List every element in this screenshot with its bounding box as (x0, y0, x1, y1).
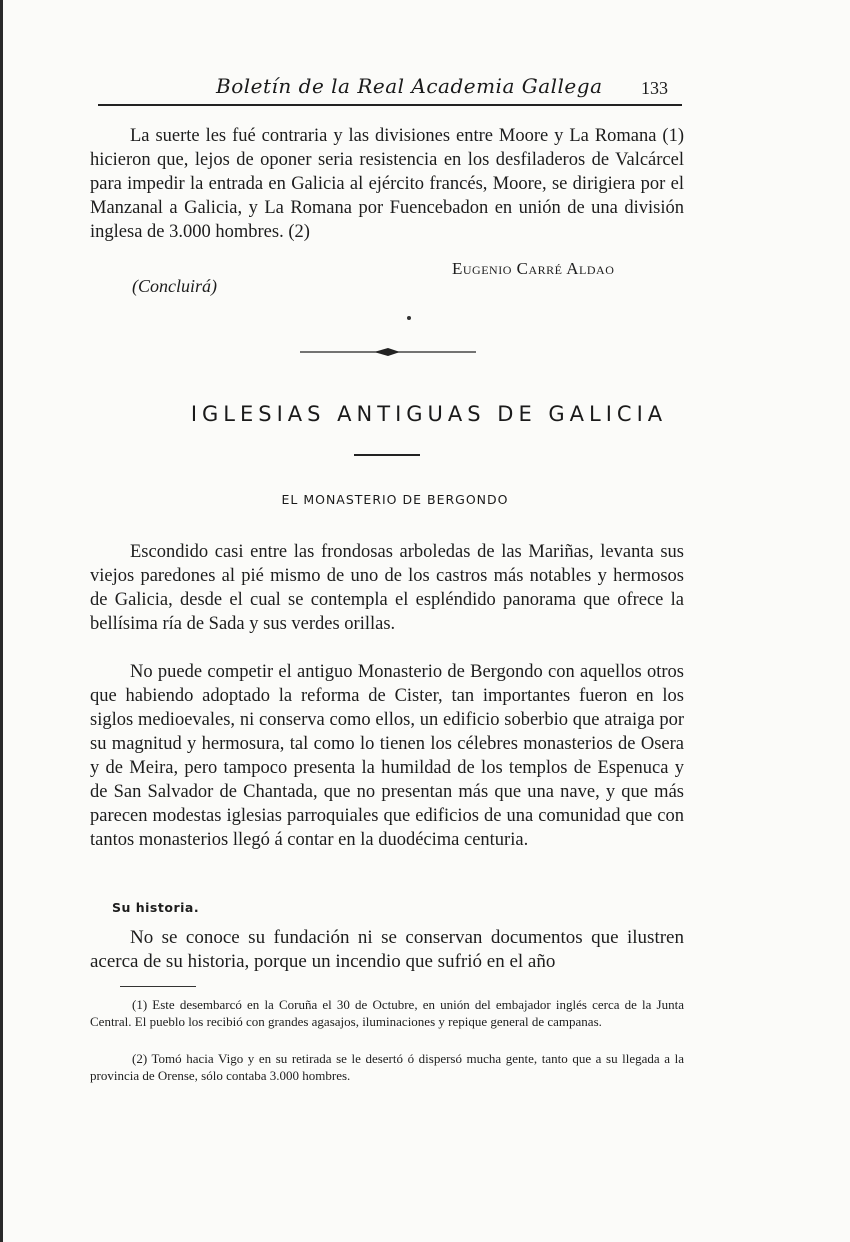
page-number: 133 (641, 78, 668, 98)
journal-title: Boletín de la Real Academia Gallega (216, 74, 603, 98)
author-signature: Eugenio Carré Aldao (452, 259, 615, 278)
separator-dot (407, 316, 411, 320)
article-title: IGLESIAS ANTIGUAS DE GALICIA (190, 402, 668, 426)
running-header (98, 72, 682, 102)
page-edge (0, 0, 3, 1242)
closing-paragraph: La suerte les fué contraria y las divisiones entre Moore y La Romana (1) hicieron que, lejos de oponer seria resistencia en los desfiladeros de Valcárcel para impedir la entrada en Galicia al ejército francés, Moore, se dirigiera por el Manzanal a Galicia, y La Romana por Fuencebadon en unión de una división inglesa de 3.000 hombres. (2) (90, 126, 684, 242)
continuation-note: (Concluirá) (132, 276, 217, 296)
section-heading: Su historia. (112, 900, 200, 915)
footnote-rule (120, 986, 196, 987)
article-paragraph: Escondido casi entre las frondosas arboledas de las Mariñas, levanta sus viejos paredones al pié mismo de uno de los castros más notables y hermosos de Galicia, desde el cual se contempla el espléndido panorama que ofrece la bellísima ría de Sada y sus verdes orillas. (90, 542, 684, 634)
article-paragraph: No puede competir el antiguo Monasterio de Bergondo con aquellos otros que habiendo adoptado la reforma de Cister, tan importantes fueron en los siglos medioevales, ni conserva como ellos, un edificio soberbio que atraiga por su magnitud y hermosura, tal como lo tienen los célebres monasterios de Osera y de Meira, pero tampoco presenta la humildad de los templos de Espenuca y de San Salvador de Chantada, que no presentan más que una nave, y que más parecen modestas iglesias parroquiales que edificios de una comunidad que con tantos monasterios llegó á contar en la duodécima centuria. (90, 662, 684, 850)
article-subtitle: EL MONASTERIO DE BERGONDO (281, 492, 509, 507)
footnote: (1) Este desembarcó en la Coruña el 30 de Octubre, en unión del embajador inglés cerca de la Junta Central. El pueblo los recibió con grandes agasajos, iluminaciones y repique general de campanas. (90, 997, 684, 1029)
header-rule (98, 104, 682, 106)
title-rule (354, 454, 420, 456)
section-paragraph: No se conoce su fundación ni se conservan documentos que ilustren acerca de su historia, porque un incendio que sufrió en el año (90, 927, 684, 972)
footnote: (2) Tomó hacia Vigo y en su retirada se le desertó ó dispersó mucha gente, tanto que a su llegada a la provincia de Orense, sólo contaba 3.000 hombres. (90, 1051, 684, 1083)
section-ornament (300, 346, 476, 358)
